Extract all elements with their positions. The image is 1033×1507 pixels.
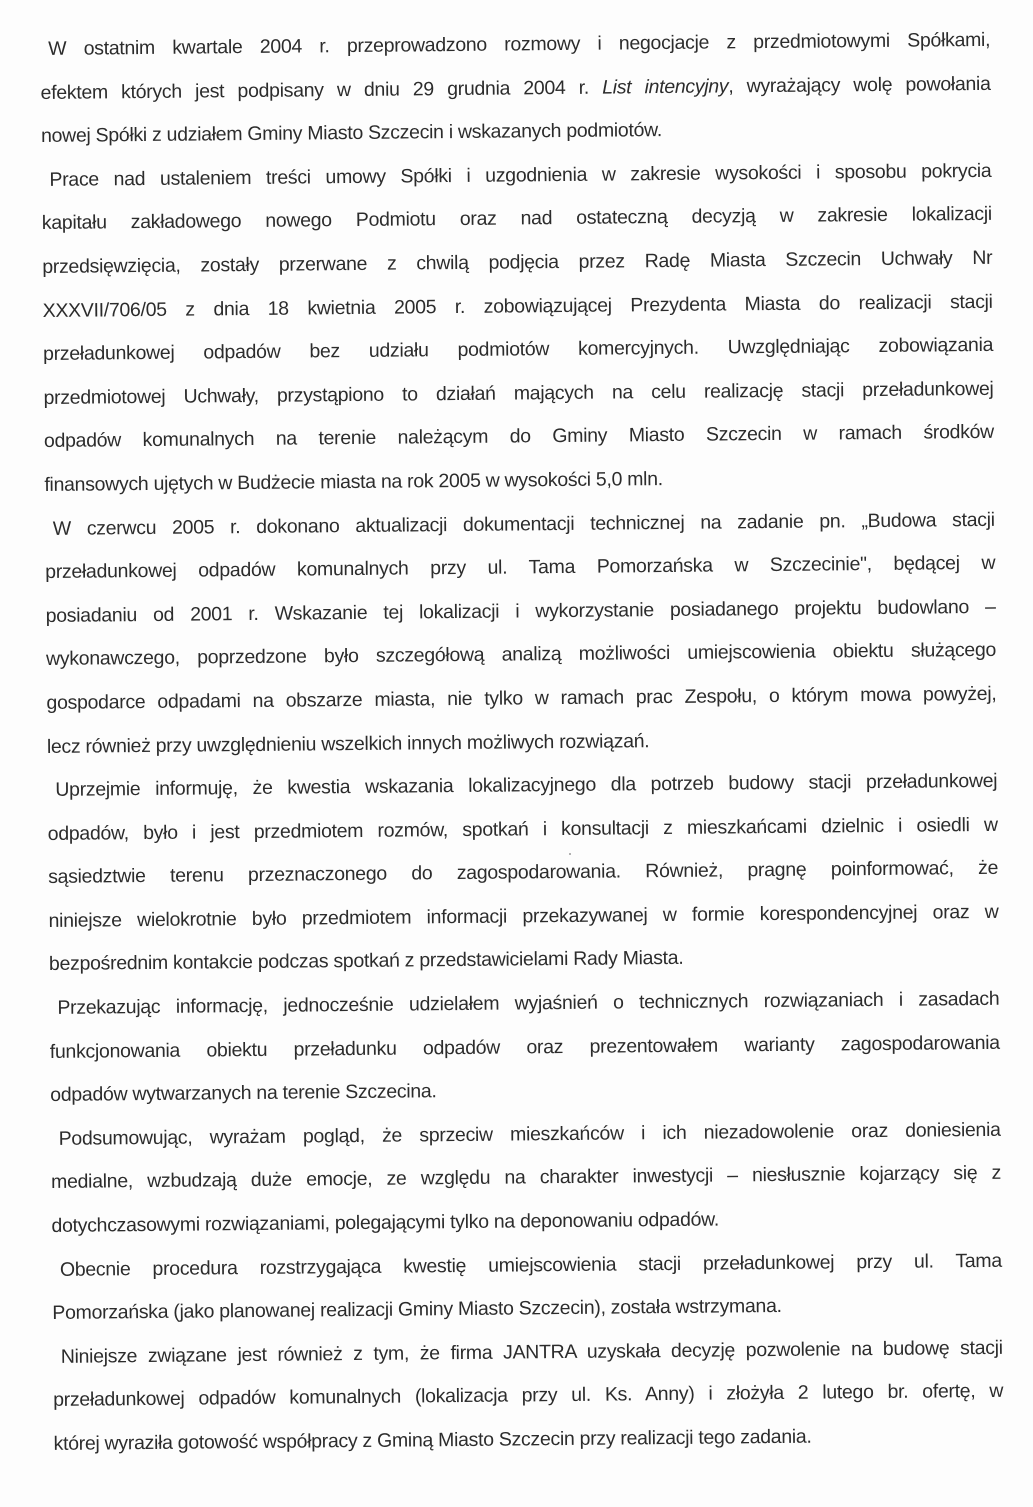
paragraph xyxy=(45,498,997,769)
text-run: XXXVII/706/05 z dnia 18 kwietnia 2005 r. zobowiązującej Prezydenta Miasta do realizacji stacji xyxy=(42,290,993,322)
document-body xyxy=(40,19,1004,1467)
text-line xyxy=(53,1414,1003,1467)
text-run: Przekazując informację, jednocześnie udzielałem wyjaśnień o technicznych rozwiązaniach i zasadach xyxy=(57,987,1000,1019)
text-run: efektem których jest podpisany w dniu 29 grudnia 2004 r. xyxy=(40,76,603,104)
text-run: odpadów, było i jest przedmiotem rozmów, spotkań i konsultacji z mieszkańcami dzielnic i osiedli w xyxy=(47,813,998,845)
paragraph xyxy=(47,760,999,987)
paragraph xyxy=(50,1109,1001,1249)
text-run: przedsięwzięcia, zostały przerwane z chwilą podjęcia przez Radę Miasta Szczecin Uchwały Nr xyxy=(42,246,993,278)
paragraph xyxy=(53,1327,1004,1467)
text-run: Uprzejmie informuję, że kwestia wskazania lokalizacyjnego dla potrzeb budowy stacji przeładunkowej xyxy=(55,769,998,801)
text-run: odpadów komunalnych na terenie należącym do Gminy Miasto Szczecin w ramach środków xyxy=(43,421,995,453)
text-run: nowej Spółki z udziałem Gminy Miasto Szczecin i wskazanych podmiotów. xyxy=(40,119,663,148)
text-run: której wyraziła gotowość współpracy z Gminą Miasto Szczecin przy realizacji tego zadania. xyxy=(53,1425,812,1455)
text-run: przedmiotowej Uchwały, przystąpiono to działań mających na celu realizację stacji przeładunkowej xyxy=(43,377,994,409)
text-run: lecz również przy uwzględnieniu wszelkich innych możliwych rozwiązań. xyxy=(46,729,650,758)
text-run: posiadaniu od 2001 r. Wskazanie tej lokalizacji i wykorzystanie posiadanego projektu budowlano – xyxy=(45,595,996,627)
text-run: Podsumowując, wyrażam pogląd, że sprzeciw mieszkańców i ich niezadowolenie oraz doniesienia xyxy=(58,1118,1001,1150)
text-run: przeładunkowej odpadów komunalnych (lokalizacja przy ul. Ks. Anny) i złożyła 2 lutego br. ofertę, w xyxy=(53,1380,1004,1412)
text-run: dotychczasowymi rozwiązaniami, polegającymi tylko na deponowaniu odpadów. xyxy=(51,1208,720,1237)
scan-speck xyxy=(569,853,571,855)
text-run: W czerwcu 2005 r. dokonano aktualizacji dokumentacji technicznej na zadanie pn. „Budowa stacji xyxy=(52,508,995,540)
text-run: Obecnie procedura rozstrzygająca kwestię umiejscowienia stacji przeładunkowej przy ul. Tama xyxy=(59,1249,1002,1281)
text-line xyxy=(46,673,996,726)
text-line xyxy=(51,1152,1001,1205)
text-run: funkcjonowania obiektu przeładunku odpadów oraz prezentowałem warianty zagospodarowania xyxy=(49,1031,1000,1063)
text-run: bezpośrednim kontakcie podczas spotkań z przedstawicielami Rady Miasta. xyxy=(48,947,684,976)
text-line xyxy=(53,1370,1003,1423)
text-run: sąsiedztwie terenu przeznaczonego do zagospodarowania. Również, pragnę poinformować, że xyxy=(48,857,999,889)
paragraph xyxy=(52,1239,1003,1335)
italic-phrase: List intencyjny xyxy=(602,74,729,99)
text-run: Niniejsze związane jest również z tym, że firma JANTRA uzyskała decyzję pozwolenie na budowę stacji xyxy=(60,1336,1003,1368)
text-run: W ostatnim kwartale 2004 r. przeprowadzono rozmowy i negocjacje z przedmiotowymi Spółkami, xyxy=(48,28,991,60)
text-run: finansowych ujętych w Budżecie miasta na rok 2005 w wysokości 5,0 mln. xyxy=(44,467,663,496)
text-run: wykonawczego, poprzedzone było szczegółową analizą możliwości umiejscowienia obiektu służącego xyxy=(45,639,997,671)
text-run: niniejsze wielokrotnie było przedmiotem informacji przekazywanej w formie korespondencyjnej oraz w xyxy=(48,900,999,932)
text-run: odpadów wytwarzanych na terenie Szczecina. xyxy=(50,1080,437,1107)
text-run: medialne, wzbudzają duże emocje, ze względu na charakter inwestycji – niesłusznie kojarzący się z xyxy=(50,1162,1002,1194)
text-run: kapitału zakładowego nowego Podmiotu oraz nad ostateczną decyzją w zakresie lokalizacji xyxy=(41,203,992,235)
text-run: Prace nad ustaleniem treści umowy Spółki i uzgodnienia w zakresie wysokości i sposobu pokrycia xyxy=(49,159,992,191)
text-line xyxy=(44,411,994,464)
text-run: , wyrażający wolę powołania xyxy=(728,72,991,97)
paragraph xyxy=(41,150,994,508)
text-run: przeładunkowej odpadów komunalnych przy ul. Tama Pomorzańska w Szczecinie", będącej w xyxy=(45,551,996,584)
text-run: gospodarce odpadami na obszarze miasta, nie tylko w ramach prac Zespołu, o którym mowa powyżej, xyxy=(46,682,997,714)
paragraph xyxy=(49,978,1000,1118)
paragraph xyxy=(40,19,991,159)
text-run: przeładunkowej odpadów bez udziału podmiotów komercyjnych. Uwzględniając zobowiązania xyxy=(43,334,994,366)
text-run: Pomorzańska (jako planowanej realizacji Gminy Miasto Szczecin), została wstrzymana. xyxy=(52,1295,782,1325)
